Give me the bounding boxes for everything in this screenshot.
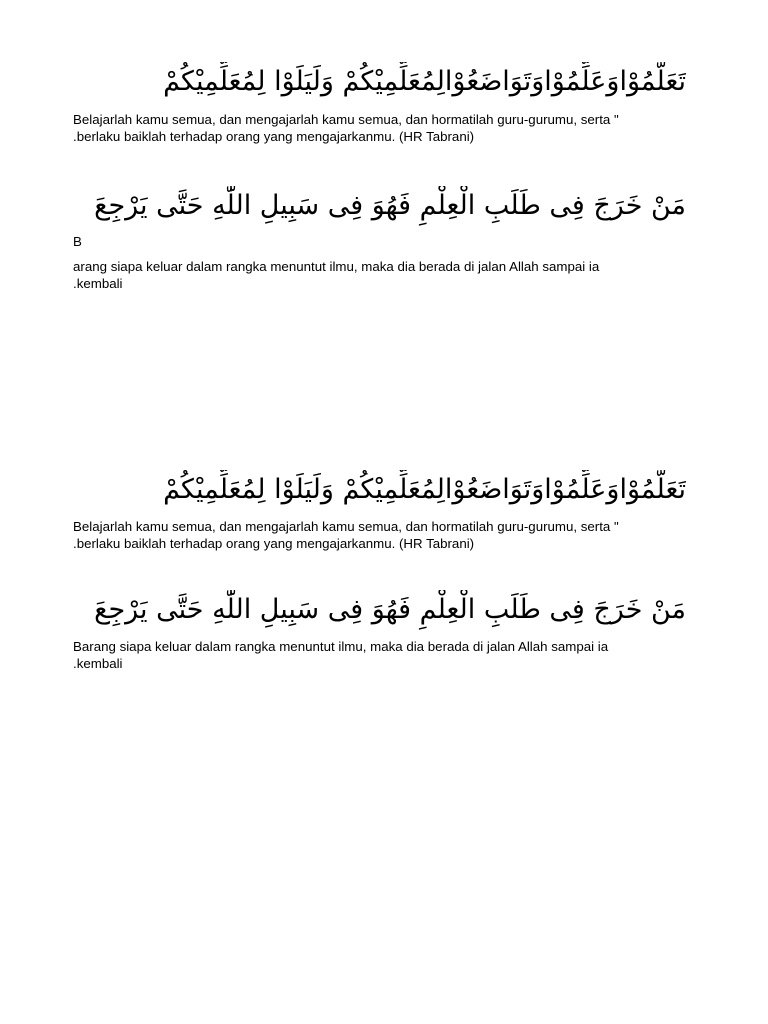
translation-line: Belajarlah kamu semua, dan mengajarlah kamu semua, dan hormatilah guru-gurumu, serta " — [73, 519, 619, 534]
translation-line: .kembali — [73, 276, 123, 291]
arabic-hadith-1: تَعَلَّمُوْاوَعَلِّمُوْاوَتَوَاضَعُوْالِمُعَلِّمِيْكُمْ وَلَيَلَوْا لِمُعَلِّمِيْكُمْ — [163, 66, 686, 97]
arabic-hadith-2: مَنْ خَرَجَ فِى طَلَبِ الْعِلْمِ فَهُوَ فِى سَبِيلِ اللّٰهِ حَتَّى يَرْجِعَ — [94, 594, 686, 625]
translation-hadith-1 — [73, 518, 713, 552]
translation-line: .berlaku baiklah terhadap orang yang mengajarkanmu. (HR Tabrani) — [73, 536, 475, 551]
translation-line: Belajarlah kamu semua, dan mengajarlah kamu semua, dan hormatilah guru-gurumu, serta " — [73, 112, 619, 127]
arabic-hadith-1: تَعَلَّمُوْاوَعَلِّمُوْاوَتَوَاضَعُوْالِمُعَلِّمِيْكُمْ وَلَيَلَوْا لِمُعَلِّمِيْكُمْ — [163, 474, 686, 505]
translation-hadith-2 — [73, 638, 713, 672]
drop-letter: B — [73, 234, 82, 249]
translation-hadith-1 — [73, 111, 713, 145]
translation-line: Barang siapa keluar dalam rangka menuntut ilmu, maka dia berada di jalan Allah sampai ia — [73, 639, 609, 654]
translation-line: arang siapa keluar dalam rangka menuntut ilmu, maka dia berada di jalan Allah sampai ia — [73, 259, 600, 274]
arabic-hadith-2: مَنْ خَرَجَ فِى طَلَبِ الْعِلْمِ فَهُوَ فِى سَبِيلِ اللّٰهِ حَتَّى يَرْجِعَ — [94, 190, 686, 221]
translation-hadith-2 — [73, 258, 713, 292]
translation-line: .berlaku baiklah terhadap orang yang mengajarkanmu. (HR Tabrani) — [73, 129, 475, 144]
translation-line: .kembali — [73, 656, 123, 671]
